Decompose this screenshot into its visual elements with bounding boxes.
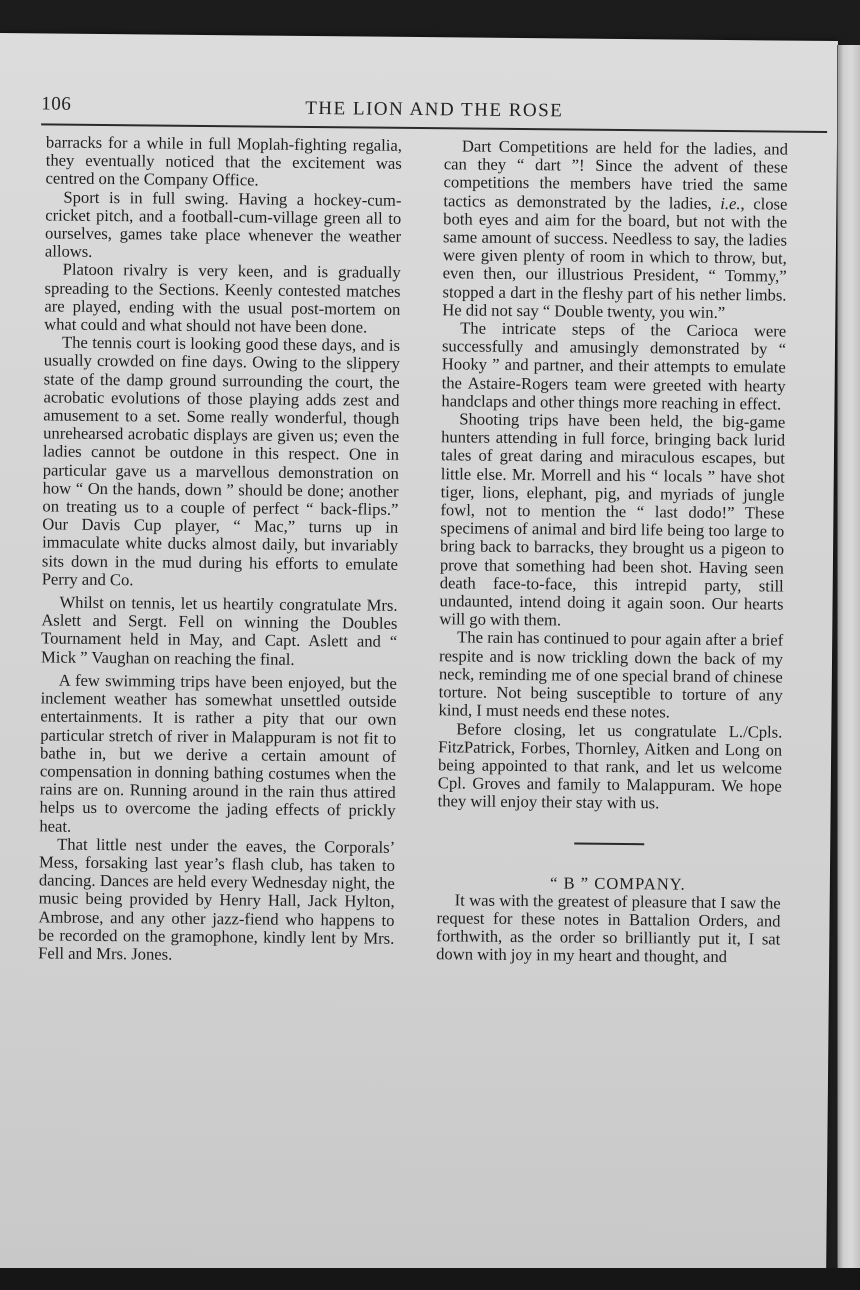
magazine-page [0, 33, 838, 1281]
section-heading: “ B ” COMPANY. [549, 872, 686, 894]
paragraph: Whilst on tennis, let us heartily congratulate Mrs. Aslett and Sergt. Fell on winning the Doubles Tournament held in May, and Capt. Aslett and “ Mick ” Vaughan on reaching the final. [40, 592, 398, 669]
paragraph: Platoon rivalry is very keen, and is gradually spreading to the Sections. Keenly contested matches are played, ending with the usual post-mortem on what could and what should not have been done. [44, 260, 401, 337]
running-title: THE LION AND THE ROSE [305, 97, 564, 122]
paragraph: Shooting trips have been held, the big-game hunters attending in full force, bringing back lurid tales of great daring and miraculous escapes, but little else. Mr. Morrell and his “ locals ” have shot tiger, lions, elephant, pig, and myriads of jungle fowl, not to mention the “ last dodo!” These specimens of animal and bird life being too large to bring back to barracks, they brought us a pigeon to prove that something had been shot. Having seen death face-to-face, this intrepid party, still undaunted, intend doing it again soon. Our hearts will go with them. [439, 409, 786, 630]
paragraph: It was with the greatest of pleasure that I saw the request for these notes in Battalion Orders, and forthwith, as the order so brilliantly put it, I sat down with joy in my heart and thought, and [436, 890, 781, 967]
paragraph: The rain has continued to pour again after a brief respite and is now trickling down the back of my neck, reminding me of one special brand of chinese torture. Not being susceptible to torture of any kind, I must needs end these notes. [438, 627, 784, 722]
page-header [41, 91, 827, 133]
italic-abbreviation: i.e. [720, 193, 741, 213]
paragraph: That little nest under the eaves, the Corporals’ Mess, forsaking last year’s flash club, has taken to dancing. Dances are held every Wednesday night, the music being provided by Henry Hall, Jack Hylton, Ambrose, and any other jazz-fiend who happens to be recorded on the gramophone, kindly lent by Mrs. Fell and Mrs. Jones. [38, 834, 396, 964]
left-column [38, 133, 402, 966]
page-number: 106 [41, 93, 72, 115]
section-divider [574, 842, 644, 845]
paragraph [442, 137, 788, 322]
scan-background-bottom [0, 1268, 860, 1290]
paragraph-text: Dart Competitions are held for the ladies, and can they “ dart ”! Since the advent of these competitions the members have tried the same tactics as demonstrated by the ladies, [443, 136, 789, 213]
paragraph: Before closing, let us congratulate L./Cpls. FitzPatrick, Forbes, Thornley, Aitken and Long on being appointed to that rank, and let us welcome Cpl. Groves and family to Malappuram. We hope they will enjoy their stay with us. [437, 718, 783, 813]
next-page-edge [837, 45, 860, 1280]
right-column [436, 137, 788, 967]
paragraph: The intricate steps of the Carioca were successfully and amusingly demonstrated by “ Hooky ” and partner, and their attempts to emulate the Astaire-Rogers team were greeted with hearty handclaps and other things more reaching in effect. [441, 318, 787, 414]
paragraph: Sport is in full swing. Having a hockey-cum-cricket pitch, and a football-cum-village green all to ourselves, games take place whenever the weather allows. [44, 187, 402, 262]
paragraph: The tennis court is looking good these days, and is usually crowded on fine days. Owing to the slippery state of the damp ground surrounding the court, the acrobatic evolutions of those playing adds zest and amusement to a set. Some really wonderful, though unrehearsed acrobatic displays are given us; even the ladies cannot be outdone in this respect. One in particular gave us a marvellous demonstration on how “ On the hands, down ” should be done; another on treating us to a couple of perfect “ back-flips.” Our Davis Cup player, “ Mac,” turns up in immaculate white ducks almost daily, but invariably sits down in the mud during his efforts to emulate Perry and Co. [41, 332, 401, 590]
paragraph: A few swimming trips have been enjoyed, but the inclement weather has somewhat unsettled outside entertainments. It is rather a pity that our own particular stretch of river in Malappuram is not fit to bathe in, but we derive a certain amount of compensation in donning bathing costumes when the rains are on. Running around in the rain thus attired helps us to overcome the jading effects of prickly heat. [39, 670, 397, 836]
paragraph: barracks for a while in full Moplah-fighting regalia, they eventually noticed that the excitement was centred on the Company Office. [45, 132, 403, 190]
paragraph-text: , close both eyes and aim for the board, but not with the same amount of success. Needless to say, the ladies were given plenty of room in which to throw, but, even then, our illustrious President, “ Tommy,” stopped a dart in the fleshy part of his nether limbs. He did not say “ Double twenty, you win.” [442, 193, 788, 322]
